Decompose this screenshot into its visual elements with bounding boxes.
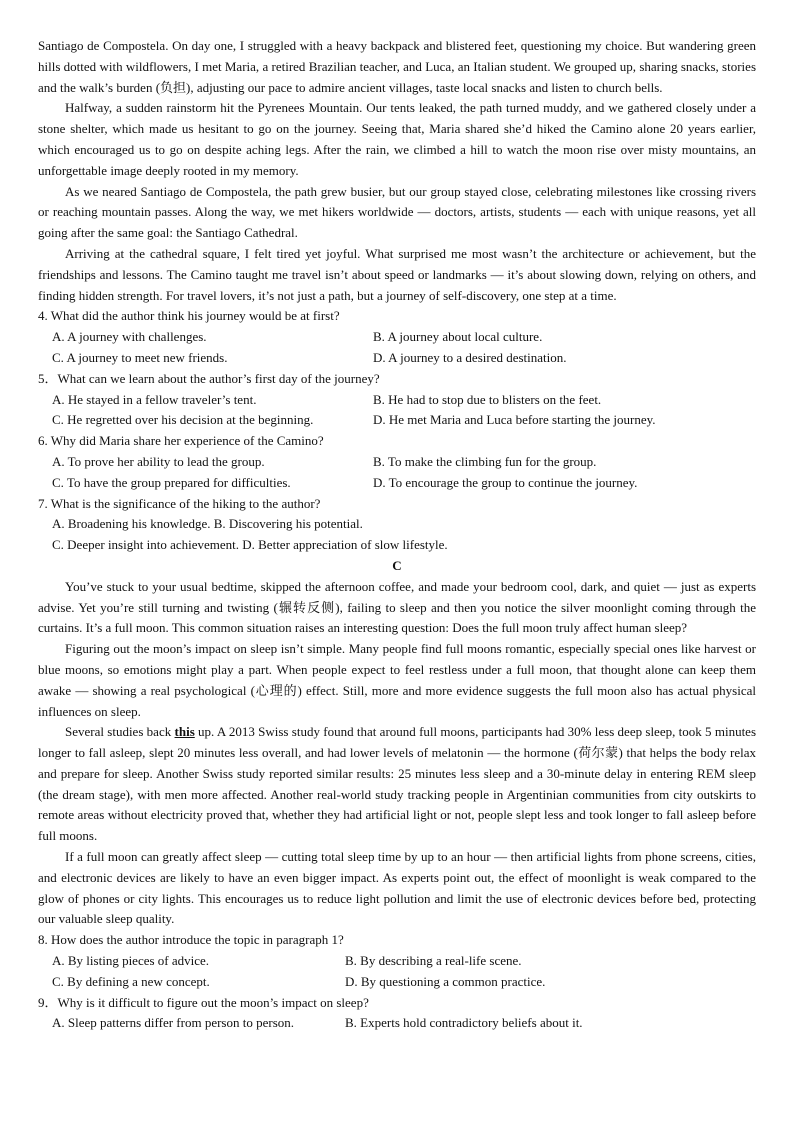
option-c[interactable]: C. A journey to meet new friends. — [52, 349, 228, 365]
option-c[interactable]: C. By defining a new concept. — [52, 973, 210, 989]
question-7 — [38, 494, 756, 556]
option-d[interactable]: D. He met Maria and Luca before starting the journey. — [373, 412, 656, 428]
passage-b-paragraph-4: Arriving at the cathedral square, I felt tired yet joyful. What surprised me most wasn’t the architecture or achievement, but the friendships and lessons. The Camino taught me travel isn’t about speed or landmarks — it’s about slowing down, relying on others, and finding hidden strength. For travel lovers, it’s not just a path, but a journey of self-discovery, one step at a time. — [38, 245, 756, 303]
question-4 — [38, 306, 756, 368]
option-b[interactable]: B. He had to stop due to blisters on the feet. — [373, 391, 602, 407]
option-d[interactable]: D. To encourage the group to continue the journey. — [373, 474, 638, 490]
option-b[interactable]: B. By describing a real-life scene. — [345, 953, 522, 969]
question-6 — [38, 431, 756, 493]
question-stem: 5．What can we learn about the author’s first day of the journey? — [38, 370, 380, 386]
question-stem: 4. What did the author think his journey would be at first? — [38, 308, 340, 324]
paragraph-text-rest: up. A 2013 Swiss study found that around full moons, participants had 30% less deep sleep, took 5 minutes longer to fall asleep, slept 20 minutes less overall, and had lower levels of melatonin — the hormone (荷尔蒙) that helps the body relax and prepare for sleep. Another Swiss study reported similar results: 25 minutes less sleep and a 30-minute delay in entering REM sleep (the dream stage), with men more affected. Another real-world study tracking people in Argentinian communities from city outskirts to remote areas without electricity proved that, whether they had artificial light or not, people slept less and took longer to fall asleep before full moons. — [38, 724, 757, 844]
question-9 — [38, 993, 756, 1035]
option-c[interactable]: C. He regretted over his decision at the beginning. — [52, 412, 314, 428]
passage-c-paragraph-4: If a full moon can greatly affect sleep — cutting total sleep time by up to an hour — then artificial lights from phone screens, cities, and electronic devices are likely to have an even bigger impact. As experts point out, the effect of moonlight is weak compared to the glow of phones or city lights. This encourages us to reduce light pollution and limit the use of electronic devices before bed, protecting our valuable sleep quality. — [38, 849, 756, 927]
options-c-d[interactable]: C. Deeper insight into achievement. D. Better appreciation of slow lifestyle. — [52, 537, 448, 553]
option-a[interactable]: A. A journey with challenges. — [52, 329, 207, 345]
option-a[interactable]: A. By listing pieces of advice. — [52, 953, 210, 969]
passage-b-paragraph-2: Halfway, a sudden rainstorm hit the Pyrenees Mountain. Our tents leaked, the path turned muddy, and we gathered closely under a stone shelter, which made us hesitant to go on the journey. Seeing that, Maria shared she’d hiked the Camino alone 20 years earlier, which encouraged us to go on despite aching legs. After the rain, we climbed a hill to watch the moon rise over misty mountains, an unforgettable image deeply rooted in my memory. — [38, 100, 756, 178]
question-stem: 8. How does the author introduce the topic in paragraph 1? — [38, 932, 344, 948]
question-5 — [38, 369, 756, 431]
question-stem: 9．Why is it difficult to figure out the moon’s impact on sleep? — [38, 994, 369, 1010]
option-b[interactable]: B. To make the climbing fun for the group. — [373, 453, 597, 469]
passage-c-paragraph-2: Figuring out the moon’s impact on sleep isn’t simple. Many people find full moons romantic, especially special ones like harvest or blue moons, so emotions might play a part. When people expect to feel restless under a full moon, that thought alone can keep them awake — showing a real psychological (心理的) effect. Still, more and more evidence suggests the full moon also has actual physical influences on sleep. — [38, 641, 756, 719]
underlined-word-this: this — [174, 724, 195, 740]
question-stem: 7. What is the significance of the hiking to the author? — [38, 495, 321, 511]
exam-page — [38, 36, 756, 1034]
options-a-b[interactable]: A. Broadening his knowledge. B. Discovering his potential. — [52, 516, 363, 532]
option-d[interactable]: D. By questioning a common practice. — [345, 973, 546, 989]
option-a[interactable]: A. He stayed in a fellow traveler’s tent. — [52, 391, 257, 407]
option-d[interactable]: D. A journey to a desired destination. — [373, 349, 567, 365]
option-a[interactable]: A. Sleep patterns differ from person to person. — [52, 1015, 295, 1031]
passage-c-paragraph-1: You’ve stuck to your usual bedtime, skipped the afternoon coffee, and made your bedroom cool, dark, and quiet — just as experts advise. Yet you’re still turning and twisting (辗转反侧), failing to sleep and then you notice the silver moonlight coming through the curtains. It’s a full moon. This common situation raises an interesting question: Does the full moon truly affect human sleep? — [38, 578, 756, 636]
question-8 — [38, 930, 756, 992]
passage-c-paragraph-3 — [38, 722, 756, 847]
question-stem: 6. Why did Maria share her experience of the Camino? — [38, 433, 324, 449]
option-b[interactable]: B. Experts hold contradictory beliefs about it. — [345, 1015, 583, 1031]
option-b[interactable]: B. A journey about local culture. — [373, 329, 543, 345]
section-heading-c: C — [392, 557, 402, 573]
option-c[interactable]: C. To have the group prepared for difficulties. — [52, 474, 291, 490]
passage-b-paragraph-3: As we neared Santiago de Compostela, the path grew busier, but our group stayed close, celebrating milestones like crossing rivers or reaching mountain passes. Along the way, we met hikers worldwide — doctors, artists, students — each with unique reasons, yet all going after the same goal: the Santiago Cathedral. — [38, 183, 756, 241]
passage-b-paragraph-1: Santiago de Compostela. On day one, I struggled with a heavy backpack and blistered feet, questioning my choice. But wandering green hills dotted with wildflowers, I met Maria, a retired Brazilian teacher, and Luca, an Italian student. We grouped up, sharing snacks, stories and the walk’s burden (负担), adjusting our pace to admire ancient villages, taste local snacks and listen to church bells. — [38, 38, 756, 95]
paragraph-text-start: Several studies back — [65, 724, 175, 740]
option-a[interactable]: A. To prove her ability to lead the group. — [52, 453, 265, 469]
